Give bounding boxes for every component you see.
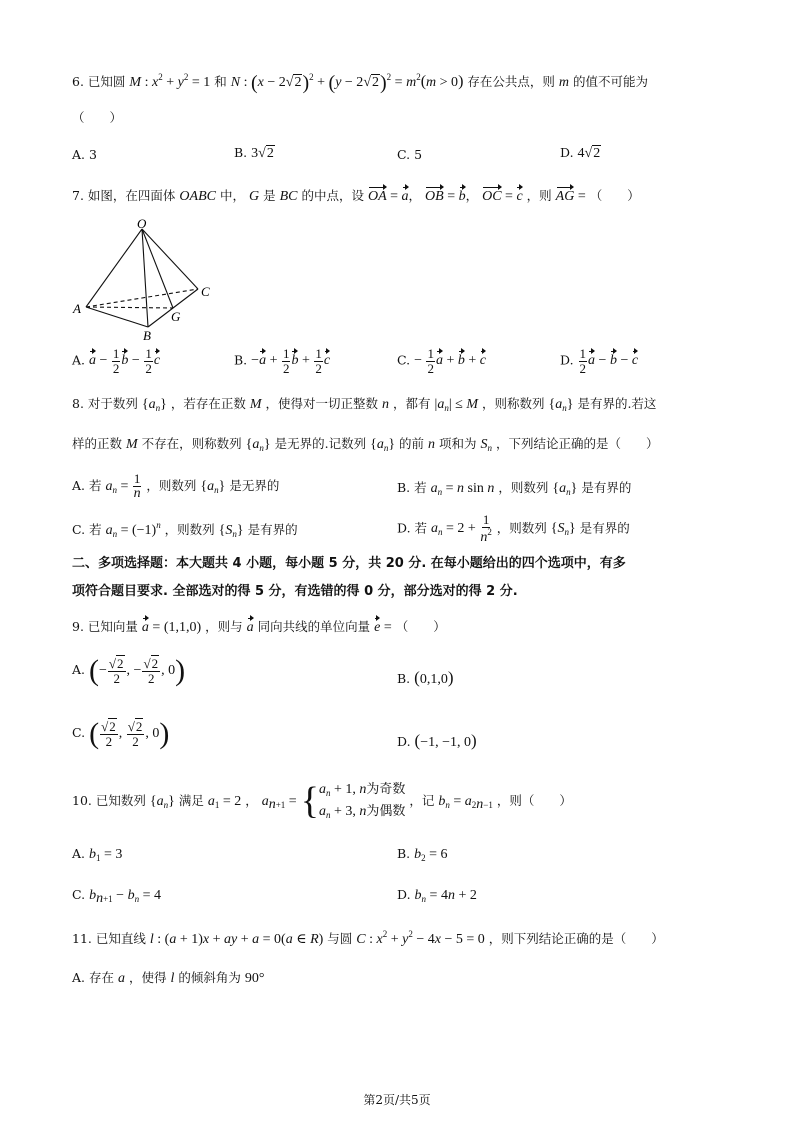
q7-option-a[interactable]: A. a − $\frac{1}{2}$ b − $\frac{1}{2}$ c bbox=[72, 346, 161, 376]
q10-option-d[interactable]: D. $b_n = 4n + 2$ bbox=[397, 887, 477, 904]
q8-option-a[interactable]: A. 若 $a_n$ = $\frac{1}{n}$ ，则数列 $\{a_n\}$ 是无界的 bbox=[72, 471, 280, 501]
q7-option-c[interactable]: C. − $\frac{1}{2}$ a + b + c bbox=[397, 346, 487, 376]
q10-option-c[interactable]: C. $b_{n+1} - b_n = 4$ bbox=[72, 887, 161, 906]
page-footer: 第2页/共5页 bbox=[363, 1093, 431, 1107]
q9-option-a[interactable]: A. (− $\frac{√2}{2}$ , − $\frac{√2}{2}$ , 0) bbox=[72, 654, 186, 687]
q10-option-b[interactable]: B. $b_2 = 6$ bbox=[397, 846, 448, 863]
q11-option-a[interactable]: A. 存在 a ，使得 l 的倾斜角为 90° bbox=[72, 970, 265, 986]
label-a: A bbox=[73, 301, 81, 316]
segment-ag-hidden bbox=[86, 307, 173, 308]
section-2-title-line1: 二、多项选择题：本大题共 4 小题，每小题 5 分，共 20 分. 在每小题给出的四个选项中，有多 bbox=[72, 556, 626, 571]
q6-option-c[interactable]: C. 5 bbox=[397, 147, 423, 162]
question-10: 10. 已知数列 $\{a_n\}$ 满足 $a_1 = 2$ ， $a_{n+1}$ = { $a_n + 1$, n为奇数 $a_n + 3$, n为偶数 ，记 $b_n = a_{2n-1}$ ，则（ ） bbox=[72, 780, 572, 823]
label-c: C bbox=[201, 284, 210, 299]
q7-option-d[interactable]: D. $\frac{1}{2}$ a − b − c bbox=[560, 346, 639, 376]
label-g: G bbox=[171, 309, 181, 324]
q6-option-b[interactable]: B. 3√2 bbox=[234, 145, 274, 161]
edge-ac-hidden bbox=[86, 289, 198, 307]
edge-oc bbox=[142, 229, 198, 289]
q9-option-d[interactable]: D. (−1, −1, 0) bbox=[397, 731, 477, 750]
question-6-blank: （ ） bbox=[72, 110, 123, 125]
q6-option-a[interactable]: A. 3 bbox=[72, 147, 97, 162]
section-2-title-line2: 项符合题目要求. 全部选对的得 5 分，有选错的得 0 分，部分选对的得 2 分. bbox=[72, 584, 518, 599]
question-11: 11. 已知直线 l : (a + 1)x + ay + a = 0(a ∈ R) 与圆 C : $x^2 + y^2 - 4x - 5 = 0$ ，则下列结论正确的是（ ） bbox=[72, 929, 664, 947]
question-8-line2: 样的正数 M 不存在，则称数列 $\{a_n\}$ 是无界的.记数列 $\{a_n\}$ 的前 n 项和为 $S_n$ ，下列结论正确的是（ ） bbox=[72, 436, 659, 453]
q9-option-b[interactable]: B. (0,1,0) bbox=[397, 668, 454, 687]
question-7: 7. 如图，在四面体 OABC 中， G 是 BC 的中点，设 OA = a， OB = b， OC = c ，则 AG = （ ） bbox=[72, 188, 640, 204]
question-6: 6. 已知圆 M : $x^2 + y^2 = 1$ 和 N : $(x - 2√2)^2 + (y - 2√2)^2 = m^2(m > 0)$ 存在公共点，则 m 的值不可能为 bbox=[72, 71, 648, 94]
q7-option-b[interactable]: B. −a + $\frac{1}{2}$ b + $\frac{1}{2}$ c bbox=[234, 346, 331, 376]
question-8-line1: 8. 对于数列 $\{a_n\}$ ，若存在正数 M ，使得对一切正整数 n ，都有 $|a_n| \le M$ ，则称数列 $\{a_n\}$ 是有界的.若这 bbox=[72, 396, 657, 413]
q6-option-d[interactable]: D. 4√2 bbox=[560, 145, 601, 161]
q8-option-b[interactable]: B. 若 $a_n = n$ sin n ，则数列 $\{a_n\}$ 是有界的 bbox=[397, 480, 632, 497]
edge-ab bbox=[86, 307, 148, 327]
tetrahedron-figure bbox=[70, 218, 220, 343]
label-b: B bbox=[143, 328, 151, 343]
edge-oa bbox=[86, 229, 142, 307]
q9-option-c[interactable]: C. ( $\frac{√2}{2}$ , $\frac{√2}{2}$ , 0) bbox=[72, 717, 170, 750]
q8-option-d[interactable]: D. 若 $a_n = 2$ + $\frac{1}{n^2}$ ，则数列 $\{S_n\}$ 是有界的 bbox=[397, 512, 630, 545]
label-o: O bbox=[137, 218, 147, 231]
q10-option-a[interactable]: A. $b_1 = 3$ bbox=[72, 846, 123, 863]
edge-ob bbox=[142, 229, 148, 327]
question-9: 9. 已知向量 a = (1,1,0) ，则与 a 同向共线的单位向量 e = （ ） bbox=[72, 619, 446, 635]
q8-option-c[interactable]: C. 若 $a_n = (-1)^n$ ，则数列 $\{S_n\}$ 是有界的 bbox=[72, 520, 298, 539]
